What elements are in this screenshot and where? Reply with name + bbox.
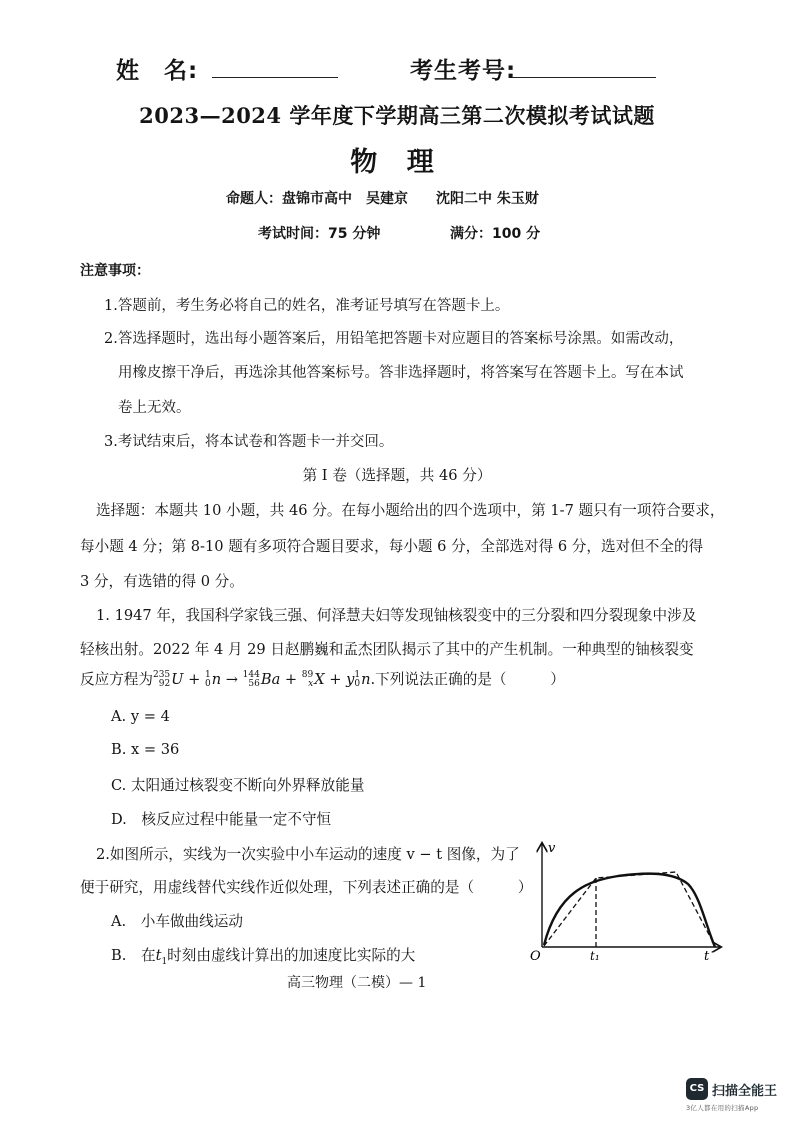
q1-line-2: 轻核出射。2022 年 4 月 29 日赵鹏巍和孟杰团队揭示了其中的产生机制。一种典型的铀核裂变 bbox=[80, 641, 694, 658]
q1-option-a[interactable]: A. y = 4 bbox=[111, 708, 170, 725]
n-nuclide-numbers: 1 0 bbox=[205, 670, 211, 689]
exam-time: 考试时间：75 分钟 bbox=[258, 226, 381, 242]
exam-title: 2023—2024 学年度下学期高三第二次模拟考试试题 bbox=[139, 103, 655, 128]
n2-symbol: n bbox=[361, 671, 371, 688]
full-score: 满分：100 分 bbox=[450, 226, 541, 242]
x-symbol: X bbox=[314, 671, 325, 688]
name-blank[interactable] bbox=[212, 76, 338, 78]
q1-option-b[interactable]: B. x = 36 bbox=[111, 741, 180, 758]
t1-label: t₁ bbox=[590, 949, 600, 963]
exam-no-label: 考生考号: bbox=[410, 58, 517, 84]
authors-line: 命题人：盘锦市高中 吴建京 沈阳二中 朱玉财 bbox=[226, 191, 539, 207]
actual-curve bbox=[544, 874, 715, 947]
y-coef: y bbox=[346, 671, 355, 688]
notice-item-1: 1.答题前，考生务必将自己的姓名，准考证号填写在答题卡上。 bbox=[104, 298, 510, 314]
ba-symbol: Ba bbox=[260, 671, 281, 688]
instructions-line-2: 每小题 4 分；第 8-10 题有多项符合题目要求，每小题 6 分，全部选对得 6 分，选对但不全的得 bbox=[80, 538, 704, 555]
instructions-line-3: 3 分，有选错的得 0 分。 bbox=[80, 573, 244, 590]
section-title: 第 I 卷（选择题，共 46 分） bbox=[302, 467, 492, 484]
x-nuclide-numbers: 89 x bbox=[301, 670, 314, 689]
exam-no-blank[interactable] bbox=[512, 76, 656, 78]
scanner-name: 扫描全能王 bbox=[712, 1084, 778, 1099]
vt-graph bbox=[528, 836, 728, 964]
notice-item-2-line-3: 卷上无效。 bbox=[118, 400, 191, 416]
u-nuclide-numbers: 235 92 bbox=[152, 670, 171, 689]
ba-nuclide-numbers: 144 56 bbox=[242, 670, 260, 689]
scanner-logo: CS bbox=[686, 1078, 708, 1100]
q2-option-a[interactable]: A. 小车做曲线运动 bbox=[111, 913, 243, 930]
q1-line-3-prefix: 反应方程为 bbox=[80, 671, 153, 688]
q1-option-c[interactable]: C. 太阳通过核裂变不断向外界释放能量 bbox=[111, 777, 365, 794]
subject-title: 物 理 bbox=[350, 147, 444, 178]
q1-option-d[interactable]: D. 核反应过程中能量一定不守恒 bbox=[111, 811, 332, 828]
q1-line-3-suffix: .下列说法正确的是（ ） bbox=[370, 671, 565, 688]
u-symbol: U bbox=[171, 671, 184, 688]
arrow: → bbox=[225, 671, 239, 688]
v-axis-label: v bbox=[548, 841, 556, 856]
instructions-line-1: 选择题：本题共 10 小题，共 46 分。在每小题给出的四个选项中，第 1-7 题只有一项符合要求， bbox=[96, 502, 725, 519]
notice-item-2-line-2: 用橡皮擦干净后，再选涂其他答案标号。答非选择题时，将答案写在答题卡上。写在本试 bbox=[118, 365, 684, 381]
q1-line-3: 反应方程为 235 92 U + 1 0 n → 144 56 Ba + 89 xX + y 1 0 n.下列说法正确的是（ ） bbox=[80, 670, 565, 689]
q2-line-2: 便于研究，用虚线替代实线作近似处理，下列表述正确的是（ ） bbox=[80, 879, 533, 896]
q1-line-1: 1. 1947 年，我国科学家钱三强、何泽慧夫妇等发现铀核裂变中的三分裂和四分裂现象中涉及 bbox=[96, 607, 697, 624]
n2-nuclide-numbers: 1 0 bbox=[354, 670, 361, 689]
approx-dashed-line bbox=[544, 872, 715, 946]
t-axis-label: t bbox=[704, 949, 710, 964]
scanner-slogan: 3亿人都在用的扫描App bbox=[686, 1104, 759, 1112]
notice-item-3: 3.考试结束后，将本试卷和答题卡一并交回。 bbox=[104, 434, 394, 450]
n-symbol: n bbox=[211, 671, 222, 688]
notice-item-2-line-1: 2.答选择题时，选出每小题答案后，用铅笔把答题卡对应题目的答案标号涂黑。如需改动， bbox=[104, 331, 684, 347]
name-label: 姓 名: bbox=[116, 58, 199, 84]
origin-label: O bbox=[530, 949, 541, 964]
page-footer: 高三物理（二模）— 1 bbox=[287, 975, 427, 991]
q2-line-1: 2.如图所示，实线为一次实验中小车运动的速度 v − t 图像，为了 bbox=[96, 846, 520, 863]
notice-heading: 注意事项： bbox=[80, 263, 150, 279]
q2-option-b[interactable]: B. 在$t_1$时刻由虚线计算出的加速度比实际的大 bbox=[111, 947, 416, 967]
